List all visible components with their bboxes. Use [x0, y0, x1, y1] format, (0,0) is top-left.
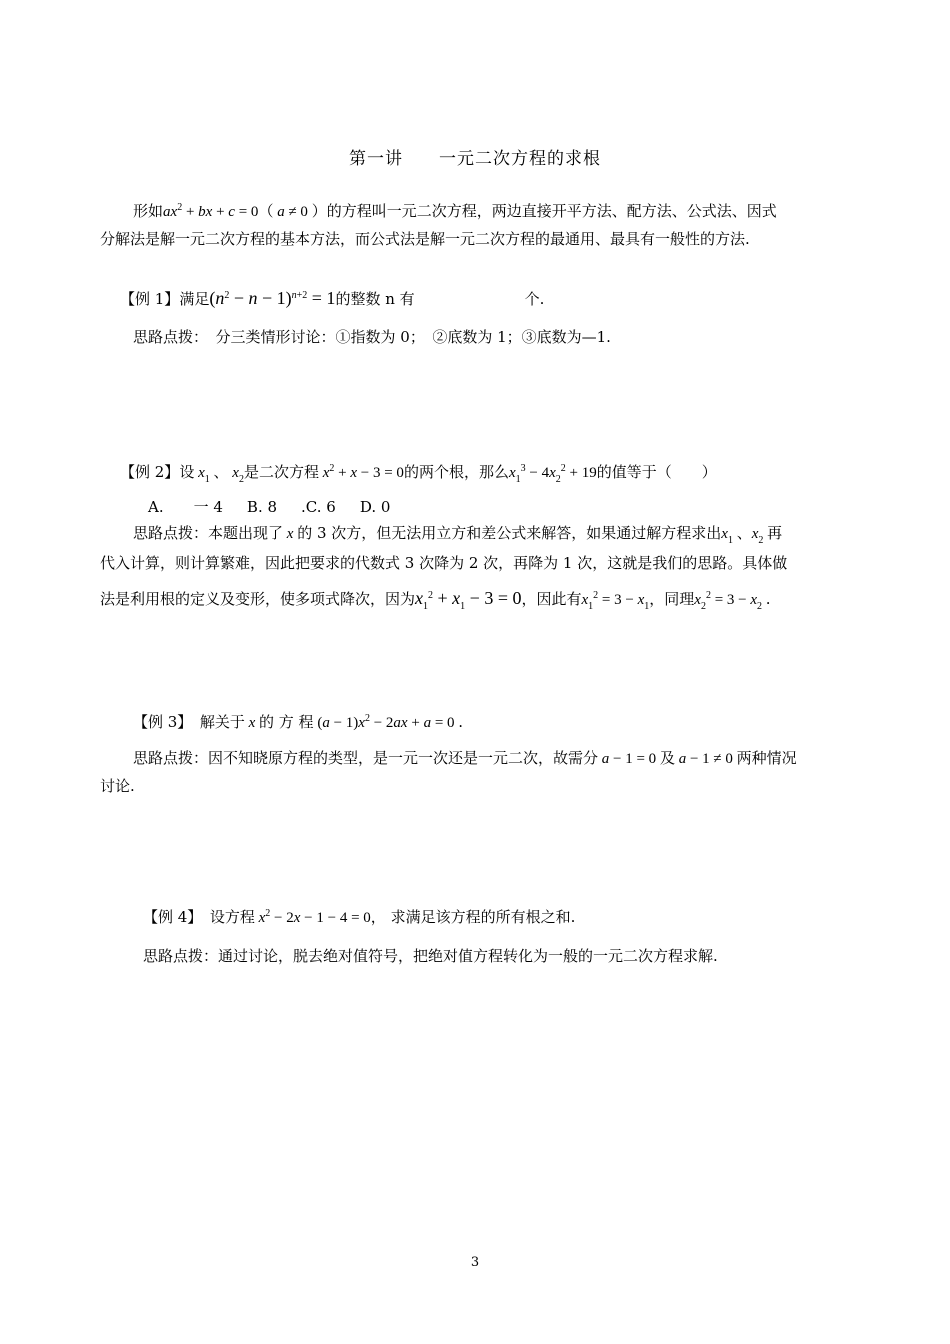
example-4-hint: 思路点拨：通过讨论，脱去绝对值符号，把绝对值方程转化为一般的一元二次方程求解.: [143, 947, 718, 965]
example-3-label: 【例 3】: [133, 713, 185, 731]
example-1-formula: $(n^2 - n - 1)^{n+2} = 1$: [209, 288, 336, 308]
example-3-hint-line-1: 思路点拨：因不知晓原方程的类型，是一元一次还是一元二次，故需分 a − 1 = 0 及 a − 1 ≠ 0 两种情况: [133, 749, 797, 767]
quadratic-formula: $ax^2$ + bx + c = 0: [163, 202, 259, 220]
example-2-hint-line-1: 思路点拨：本题出现了 x 的 3 次方，但无法用立方和差公式来解答，如果通过解方程求出$x_1$ 、$x_2$ 再: [133, 524, 783, 546]
example-2-equation: $x^2 + x - 3 = 0$: [322, 463, 404, 481]
example-1-label: 【例 1】: [120, 290, 180, 308]
example-4-equation: $x^2 - 2x - 1 - 4 = 0$: [258, 908, 371, 926]
page-number: 3: [470, 1255, 480, 1270]
intro-line-1: 形如$ax^2$ + bx + c = 0（ a ≠ 0 ）的方程叫一元二次方程，两边直接开平方法、配方法、公式法、因式: [133, 202, 777, 220]
example-1-hint: 思路点拨： 分三类情形讨论：①指数为 0； ②底数为 1；③底数为—1.: [133, 328, 611, 346]
option-d: D. 0: [359, 498, 391, 516]
example-1: 【例 1】满足$(n^2 - n - 1)^{n+2} = 1$的整数 n 有 个.: [120, 288, 545, 308]
example-2-options: [148, 497, 390, 517]
option-c: .C. 6: [301, 498, 336, 516]
example-2: 【例 2】设 $x_1$ 、 $x_2$是二次方程 $x^2 + x - 3 = 0$的两个根，那么$x_1^3 - 4x_2^2 + 19$的值等于（ ）: [120, 463, 717, 485]
condition: a ≠ 0: [277, 204, 312, 220]
option-a: A. 一 4: [148, 498, 223, 516]
example-2-hint-line-2: 代入计算，则计算繁难，因此把要求的代数式 3 次降为 2 次，再降为 1 次，这就是我们的思路。具体做: [100, 554, 788, 572]
example-2-label: 【例 2】: [120, 463, 180, 481]
page-title: 第一讲 一元二次方程的求根: [349, 149, 601, 169]
example-3: 【例 3】 解关于 x 的 方 程 $(a - 1)x^2 - 2ax + a = 0$ .: [133, 713, 464, 731]
example-2-hint-line-3: 法是利用根的定义及变形，使多项式降次，因为$x_1^2 + x_1 - 3 = 0$，因此有$x_1^2 = 3 - x_1$，同理$x_2^2 = 3 - x_2$ .: [100, 588, 771, 612]
example-3-equation: $(a - 1)x^2 - 2ax + a = 0$: [313, 713, 459, 731]
example-3-hint-line-2: 讨论.: [100, 777, 135, 795]
example-4-label: 【例 4】: [143, 908, 195, 926]
option-b: B. 8: [246, 498, 278, 516]
example-4: 【例 4】 设方程 $x^2 - 2x - 1 - 4 = 0$， 求满足该方程的所有根之和.: [143, 908, 576, 926]
intro-line-2: 分解法是解一元二次方程的基本方法，而公式法是解一元二次方程的最通用、最具有一般性的方法.: [100, 230, 750, 248]
example-2-expression: $x_1^3 - 4x_2^2 + 19$: [508, 463, 597, 485]
